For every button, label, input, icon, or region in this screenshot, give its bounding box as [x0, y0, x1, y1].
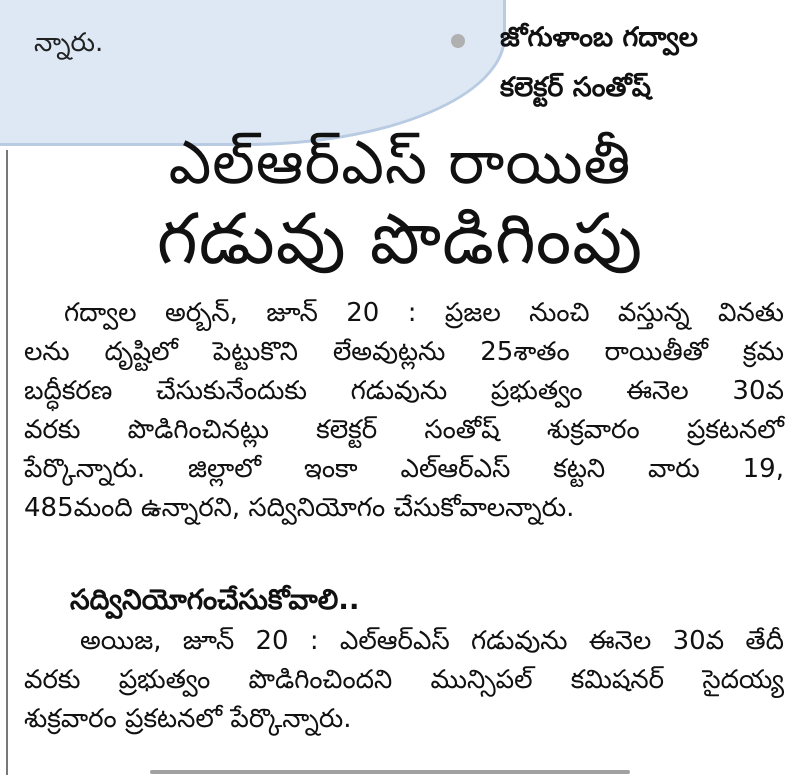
- body-line: వరకు ప్రభుత్వం పొడిగించిందని మున్సిపల్ కమిషనర్ సైదయ్య: [24, 665, 784, 695]
- body-line: శుక్రవారం ప్రకటనలో పేర్కొన్నారు.: [24, 704, 352, 734]
- body-line: అయిజ, జూన్ 20 : ఎల్ఆర్ఎస్ గడువును ఈనెల 30వ తేదీ: [80, 626, 784, 656]
- highlight-line-2: కలెక్టర్ సంతోష్: [500, 72, 651, 103]
- cut-off-text: [150, 764, 630, 775]
- bullet-icon: [451, 34, 465, 48]
- body-line: బద్ధీకరణ చేసుకునేందుకు గడువును ప్రభుత్వం ఈనెల 30వ: [24, 376, 784, 406]
- subheading: సద్వినియోగంచేసుకోవాలి..: [70, 583, 360, 616]
- headline-line-2: గడువు పొడిగింపు: [156, 198, 644, 280]
- body-line: గద్వాల అర్బన్, జూన్ 20 : ప్రజల నుంచి వస్తున్న వినతు: [64, 298, 784, 328]
- headline-line-1: ఎల్ఆర్ఎస్ రాయితీ: [168, 128, 632, 198]
- body-line: 485మంది ఉన్నారని, సద్వినియోగం చేసుకోవాలన్నారు.: [24, 493, 575, 523]
- body-line: వరకు పొడిగించినట్లు కలెక్టర్ సంతోష్ శుక్రవారం ప్రకటనలో: [24, 415, 784, 445]
- previous-article-tail: న్నారు.: [34, 28, 104, 58]
- body-line: లను దృష్టిలో పెట్టుకొని లేఅవుట్లను 25శాతం రాయితీతో క్రమ: [24, 337, 784, 367]
- article-body: [24, 294, 784, 528]
- previous-article-box: [0, 0, 506, 146]
- body-line: పేర్కొన్నారు. జిల్లాలో ఇంకా ఎల్ఆర్ఎస్ కట్టని వారు 19,: [24, 454, 784, 484]
- highlight-line-1: జోగుళాంబ గద్వాల: [500, 22, 698, 53]
- article-body-2: [24, 622, 784, 739]
